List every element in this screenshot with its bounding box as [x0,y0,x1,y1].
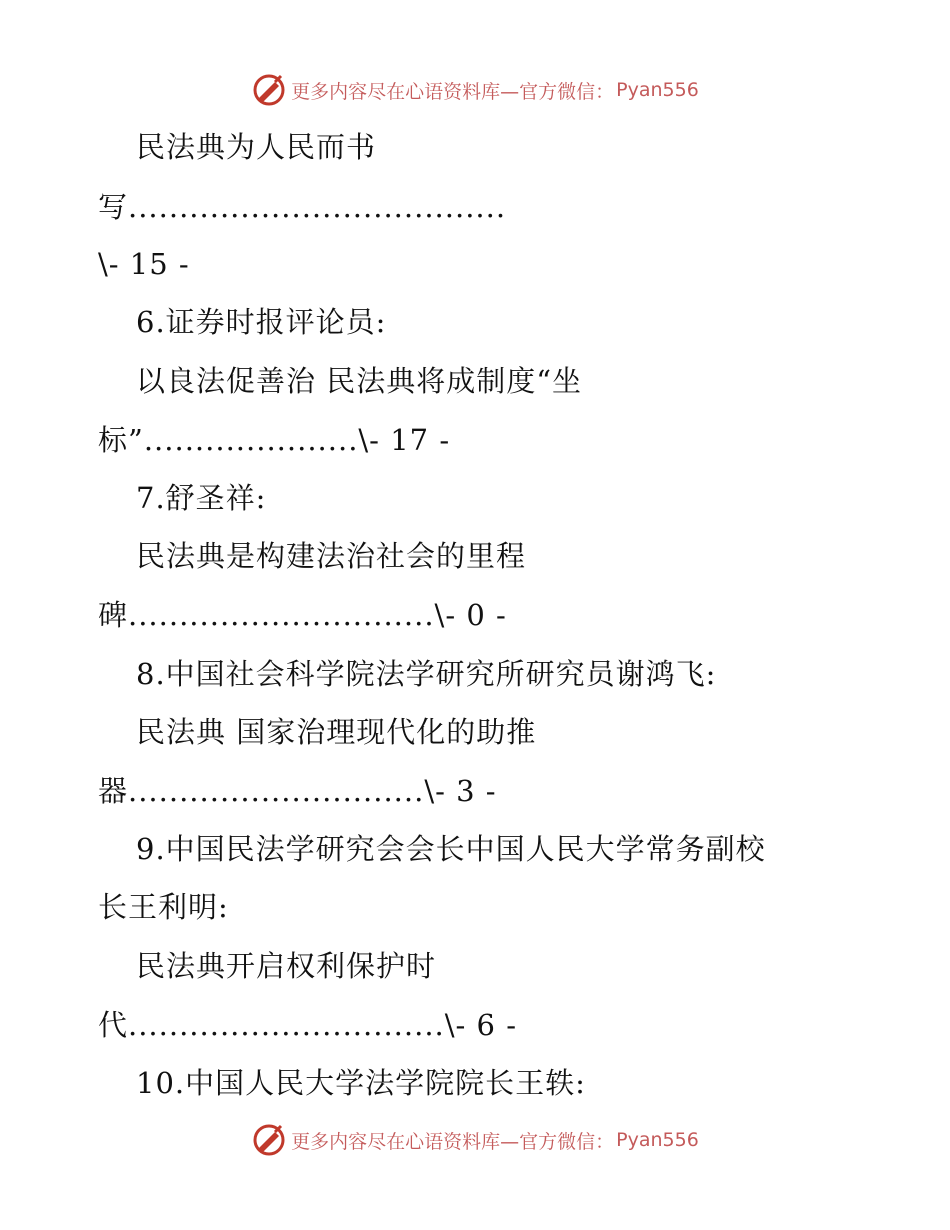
toc-line: 长王利明: [98,890,229,924]
banner-text: 更多内容尽在心语资料库—官方微信： [291,80,615,103]
toc-line: 民法典是构建法治社会的里程 [136,539,527,573]
toc-line: 以良法促善治 民法典将成制度“坐 [136,364,583,398]
toc-line: 代...............................\- 6 - [98,1008,518,1042]
toc-line: 器.............................\- 3 - [98,774,497,808]
pen-logo-icon [251,72,287,108]
toc-line: \- 15 - [98,247,190,281]
toc-line: 民法典为人民而书 [136,130,377,164]
banner-text: 更多内容尽在心语资料库—官方微信： [291,1130,615,1153]
toc-line: 10.中国人民大学法学院院长王轶: [136,1066,586,1100]
toc-line: 写..................................... [98,190,507,224]
footer-banner [0,1120,950,1160]
toc-line: 民法典开启权利保护时 [136,949,437,983]
toc-line: 6.证券时报评论员: [136,305,387,339]
header-banner [0,70,950,110]
toc-line: 标”.....................\- 17 - [98,423,451,457]
toc-line: 8.中国社会科学院法学研究所研究员谢鸿飞: [136,657,717,691]
toc-line: 民法典 国家治理现代化的助推 [136,715,537,749]
banner-wechat-id: Pyan556 [616,1129,699,1151]
toc-line: 9.中国民法学研究会会长中国人民大学常务副校 [136,832,766,866]
pen-logo-icon [251,1122,287,1158]
banner-wechat-id: Pyan556 [616,79,699,101]
toc-line: 碑..............................\- 0 - [98,598,507,632]
toc-line: 7.舒圣祥: [136,481,267,515]
